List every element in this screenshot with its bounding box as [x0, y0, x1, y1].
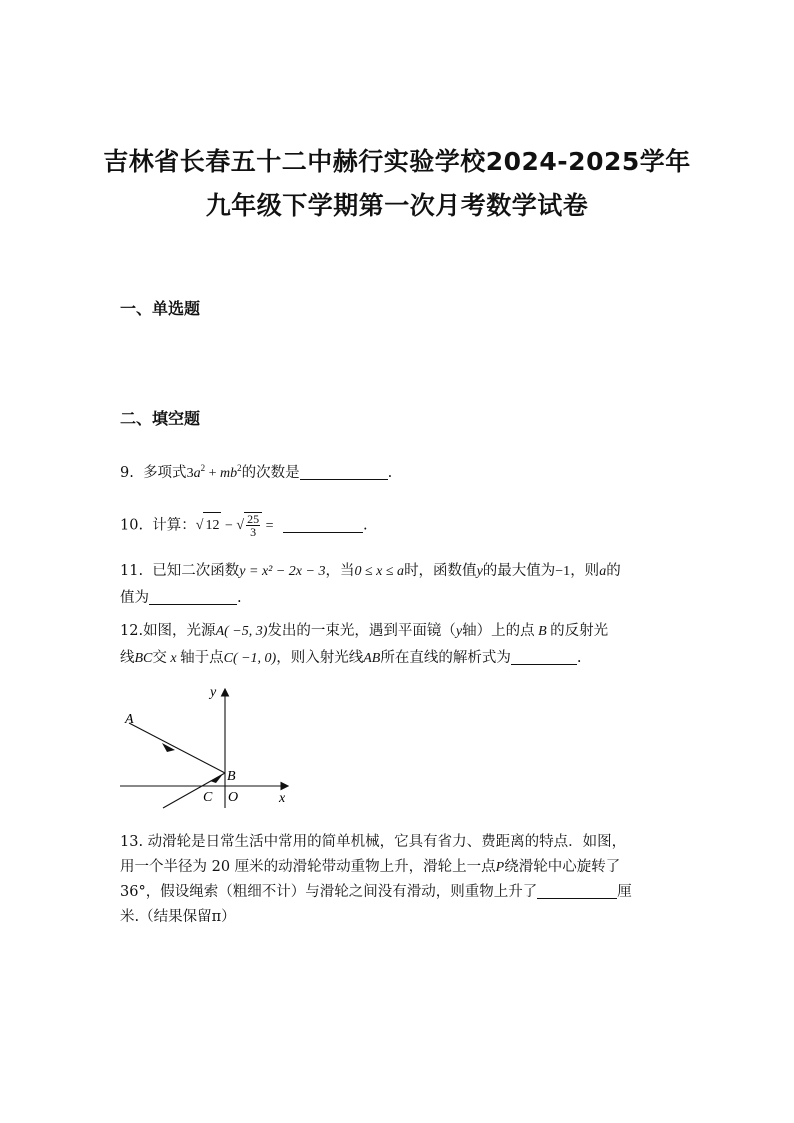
paper-title-line2: 九年级下学期第一次月考数学试卷	[205, 191, 589, 220]
math-expression: C( −1, 0)	[223, 651, 277, 666]
label-x: x	[279, 791, 286, 806]
question-text: 米.（结果保留π）	[120, 909, 236, 925]
incident-ray-ab	[129, 723, 225, 773]
answer-blank[interactable]	[149, 588, 237, 605]
question-text: ，则入射光线	[276, 650, 364, 666]
question-9	[120, 460, 680, 487]
question-text: 的最大值为	[482, 563, 556, 579]
question-text: 用一个半径为 20 厘米的动滑轮带动重物上升，滑轮上一点	[120, 859, 496, 875]
question-number: 9.	[120, 465, 134, 481]
question-number: 12.	[120, 623, 144, 639]
math-expression: $3a^2 + mb^2$	[186, 463, 242, 481]
question-text: 的次数是	[241, 465, 300, 481]
question-text: ，则	[570, 563, 600, 579]
label-y: y	[210, 685, 217, 700]
question-13: 13. 动滑轮是日常生活中常用的简单机械，它具有省力、费距离的特点．如图， 用一个半径为 20 厘米的动滑轮带动重物上升，滑轮上一点P绕滑轮中心旋转了 36°，假设绳索（粗细不计）与滑轮之间没有滑动，则重物上升了 厘 米.（结果保留π）	[120, 834, 632, 925]
question-text: 如图，光源	[143, 623, 216, 639]
question-text: 多项式	[143, 465, 187, 481]
question-text: 的	[606, 563, 621, 579]
question-text: .	[237, 590, 242, 606]
question-text: 时，函数值	[404, 563, 477, 579]
question-text: 13. 动滑轮是日常生活中常用的简单机械，它具有省力、费距离的特点．如图，	[120, 834, 627, 850]
question-text: 轴）上的点	[462, 623, 535, 639]
question-text: 发出的一束光，遇到平面镜（	[267, 623, 456, 639]
reflection-diagram	[115, 680, 300, 810]
math-expression: −1	[555, 564, 571, 579]
question-text: 36°，假设绳索（粗细不计）与滑轮之间没有滑动，则重物上升了	[120, 884, 538, 900]
fraction-numerator: 25	[247, 512, 260, 527]
answer-blank[interactable]	[300, 463, 388, 480]
question-text: 线	[120, 650, 135, 666]
answer-blank[interactable]	[283, 516, 363, 533]
math-expression: √ 12	[196, 512, 222, 539]
question-text: .	[576, 650, 582, 666]
question-text: 轴于点	[180, 650, 224, 666]
question-text: 的反射光	[550, 623, 609, 639]
answer-blank[interactable]	[537, 882, 617, 899]
arrow-on-ab	[162, 743, 175, 752]
answer-blank[interactable]	[511, 648, 577, 665]
math-expression: y = x² − 2x − 3	[239, 564, 326, 579]
math-expression: A( −5, 3)	[215, 624, 268, 639]
section-heading-fill-blank: 二、填空题	[120, 409, 201, 428]
question-text: 所在直线的解析式为	[380, 650, 511, 666]
question-text: 交	[152, 650, 167, 666]
question-text: 绕滑轮中心旋转了	[504, 859, 621, 875]
question-text: .	[387, 465, 393, 481]
question-text: 厘	[617, 884, 632, 900]
arrow-on-bc	[210, 774, 223, 783]
section-heading-single-choice: 一、单选题	[120, 299, 201, 318]
question-11: 11. 已知二次函数y = x² − 2x − 3，当0 ≤ x ≤ a时，函数值y的最大值为−1，则a的 值为 .	[120, 563, 621, 606]
math-expression: 0 ≤ x ≤ a	[354, 564, 405, 579]
question-text: .	[362, 517, 368, 534]
label-a: A	[125, 712, 134, 727]
math-expression: √ $\frac{25}{3}$	[236, 512, 262, 539]
question-text: ，当	[325, 563, 355, 579]
radicand: 12	[203, 512, 221, 539]
question-12: 12.如图，光源A( −5, 3)发出的一束光，遇到平面镜（y轴）上的点 B 的反射光 线BC交 x 轴于点C( −1, 0)，则入射光线AB所在直线的解析式为 .	[120, 623, 609, 666]
question-10: 10. 计算：√ 12 − √ $\frac{25}{3}$ = .	[120, 512, 368, 540]
label-b: B	[227, 769, 236, 784]
question-text: 已知二次函数	[152, 563, 240, 579]
label-c: C	[203, 790, 213, 805]
question-number: 10.	[120, 517, 144, 534]
label-o: O	[228, 790, 239, 805]
question-text: 值为	[120, 590, 149, 606]
question-number: 11.	[120, 563, 144, 579]
question-text: 计算：	[152, 517, 196, 534]
paper-title-line1: 吉林省长春五十二中赫行实验学校2024-2025学年	[103, 147, 691, 176]
fraction-denominator: 3	[250, 525, 257, 540]
